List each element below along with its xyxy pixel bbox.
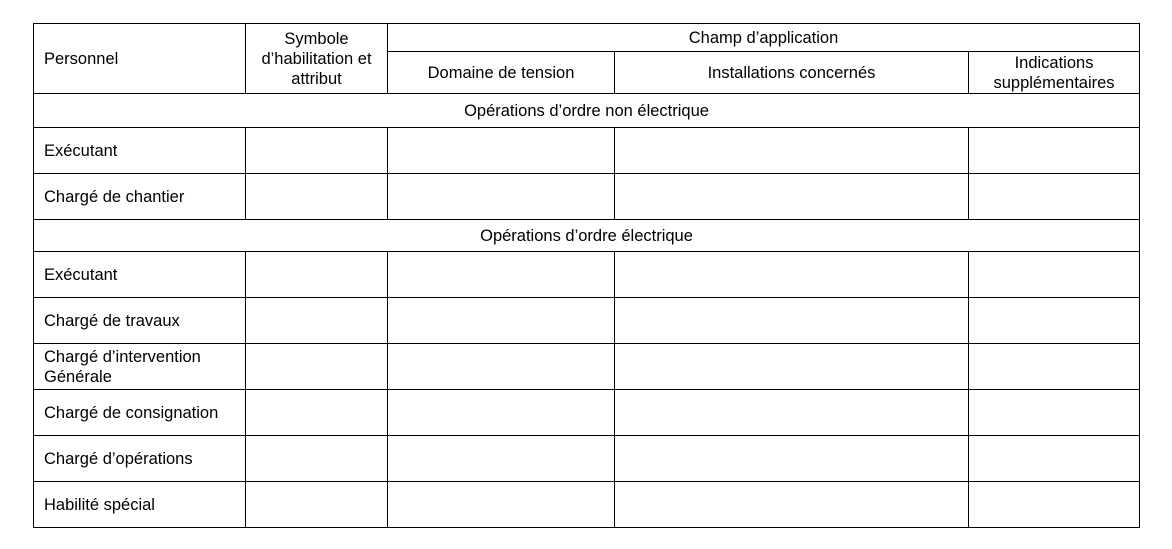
installations-cell[interactable] — [615, 298, 969, 344]
installations-cell[interactable] — [615, 128, 969, 174]
domaine-cell[interactable] — [388, 174, 615, 220]
table-row — [34, 482, 1140, 528]
installations-cell[interactable] — [615, 252, 969, 298]
row-label: Chargé de travaux — [34, 298, 246, 344]
symbole-cell[interactable] — [246, 344, 388, 390]
indications-cell[interactable] — [969, 174, 1140, 220]
table-row — [34, 128, 1140, 174]
row-label: Chargé de consignation — [34, 390, 246, 436]
indications-cell[interactable] — [969, 344, 1140, 390]
row-label: Chargé d’intervention Générale — [34, 344, 246, 390]
indications-cell[interactable] — [969, 252, 1140, 298]
installations-cell[interactable] — [615, 174, 969, 220]
installations-cell[interactable] — [615, 390, 969, 436]
row-label: Chargé de chantier — [34, 174, 246, 220]
symbole-cell[interactable] — [246, 298, 388, 344]
symbole-cell[interactable] — [246, 252, 388, 298]
domaine-cell[interactable] — [388, 436, 615, 482]
table-row — [34, 436, 1140, 482]
header-installations: Installations concernés — [615, 52, 969, 94]
domaine-cell[interactable] — [388, 128, 615, 174]
table-row — [34, 298, 1140, 344]
header-personnel: Personnel — [34, 24, 246, 94]
table-row — [34, 344, 1140, 390]
header-champ-application: Champ d’application — [388, 24, 1140, 52]
symbole-cell[interactable] — [246, 390, 388, 436]
indications-cell[interactable] — [969, 436, 1140, 482]
indications-cell[interactable] — [969, 482, 1140, 528]
domaine-cell[interactable] — [388, 390, 615, 436]
table-row — [34, 174, 1140, 220]
row-label: Chargé d’opérations — [34, 436, 246, 482]
header-symbole: Symbole d’habilitation et attribut — [246, 24, 388, 94]
symbole-cell[interactable] — [246, 482, 388, 528]
table-row — [34, 390, 1140, 436]
installations-cell[interactable] — [615, 344, 969, 390]
header-row-1 — [34, 24, 1140, 52]
habilitation-table — [33, 23, 1140, 528]
row-label: Exécutant — [34, 252, 246, 298]
header-domaine-tension: Domaine de tension — [388, 52, 615, 94]
domaine-cell[interactable] — [388, 252, 615, 298]
installations-cell[interactable] — [615, 482, 969, 528]
section-row-electrique — [34, 220, 1140, 252]
section-title: Opérations d’ordre électrique — [34, 220, 1140, 252]
indications-cell[interactable] — [969, 390, 1140, 436]
row-label: Habilité spécial — [34, 482, 246, 528]
table-row — [34, 252, 1140, 298]
symbole-cell[interactable] — [246, 436, 388, 482]
domaine-cell[interactable] — [388, 298, 615, 344]
indications-cell[interactable] — [969, 298, 1140, 344]
section-row-non-electrique — [34, 94, 1140, 128]
domaine-cell[interactable] — [388, 344, 615, 390]
symbole-cell[interactable] — [246, 174, 388, 220]
symbole-cell[interactable] — [246, 128, 388, 174]
installations-cell[interactable] — [615, 436, 969, 482]
header-indications: Indications supplémentaires — [969, 52, 1140, 94]
indications-cell[interactable] — [969, 128, 1140, 174]
row-label: Exécutant — [34, 128, 246, 174]
domaine-cell[interactable] — [388, 482, 615, 528]
section-title: Opérations d’ordre non électrique — [34, 94, 1140, 128]
